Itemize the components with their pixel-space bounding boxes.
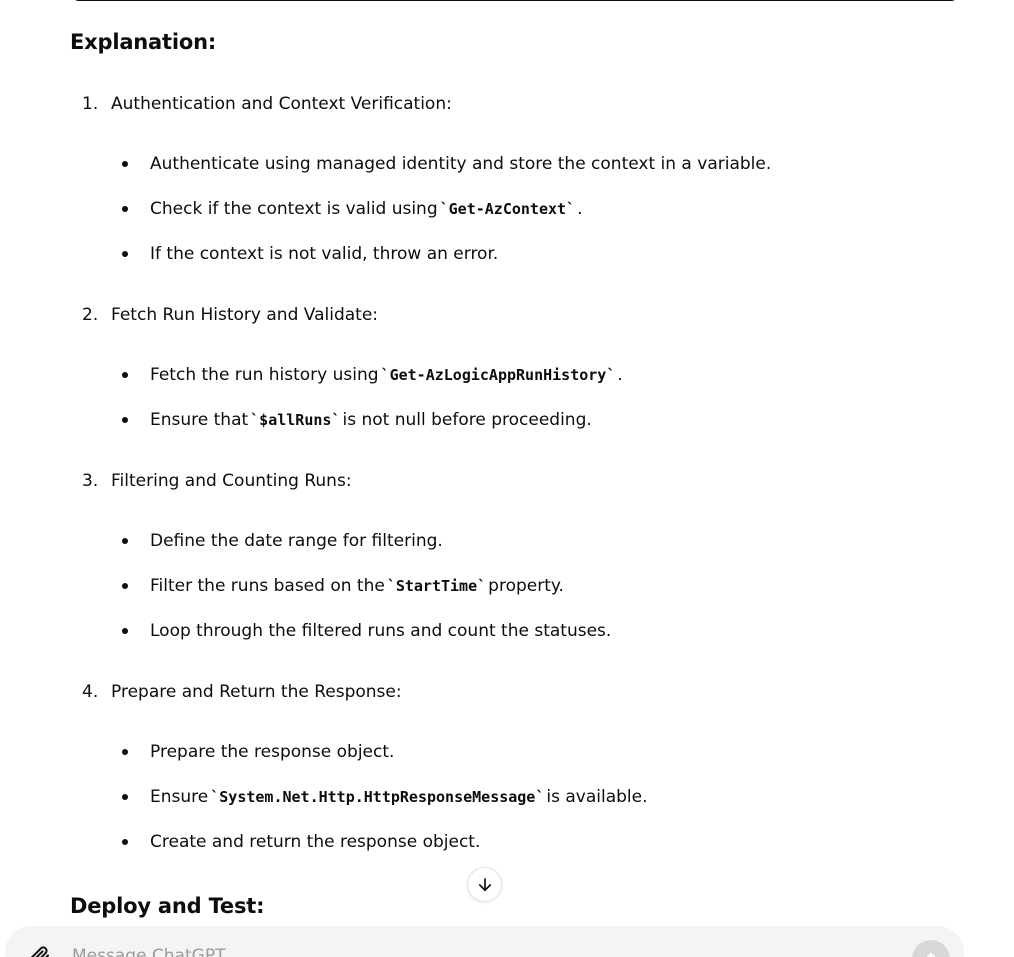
bullet-dot <box>122 251 128 257</box>
step-title: Prepare and Return the Response: <box>111 682 402 702</box>
bullet-text: Prepare the response object. <box>150 742 395 762</box>
list-item <box>122 787 648 807</box>
inline-code: `$allRuns` <box>250 411 341 429</box>
bullet-text: If the context is not valid, throw an error. <box>150 244 499 264</box>
bullet-text: is not null before proceeding. <box>342 410 592 430</box>
explanation-heading: Explanation: <box>70 30 217 54</box>
step-2 <box>82 305 378 325</box>
bullet-text: Create and return the response object. <box>150 832 481 852</box>
scroll-to-bottom-button[interactable] <box>467 867 502 902</box>
bullet-text: Check if the context is valid using <box>150 199 438 219</box>
list-item <box>122 742 394 762</box>
send-button[interactable] <box>912 940 950 957</box>
bullet-text: Loop through the filtered runs and count the statuses. <box>150 621 612 641</box>
step-title: Authentication and Context Verification: <box>111 94 452 114</box>
message-input[interactable] <box>72 946 872 957</box>
step-title: Filtering and Counting Runs: <box>111 471 352 491</box>
bullet-dot <box>122 794 128 800</box>
list-item <box>122 365 623 385</box>
bullet-text: . <box>617 365 623 385</box>
arrow-up-icon <box>922 950 940 957</box>
step-number: 1. <box>82 94 99 114</box>
bullet-text: Ensure <box>150 787 209 807</box>
list-item <box>122 244 498 264</box>
step-1 <box>82 94 452 114</box>
bullet-text: Authenticate using managed identity and store the context in a variable. <box>150 154 772 174</box>
bullet-dot <box>122 628 128 634</box>
code-block-bottom-edge <box>71 0 959 1</box>
bullet-text: Define the date range for filtering. <box>150 531 443 551</box>
bullet-dot <box>122 538 128 544</box>
inline-code: `Get-AzContext` <box>439 200 576 218</box>
bullet-text: . <box>577 199 583 219</box>
step-number: 4. <box>82 682 99 702</box>
bullet-dot <box>122 161 128 167</box>
bullet-dot <box>122 749 128 755</box>
step-4 <box>82 682 402 702</box>
bullet-dot <box>122 206 128 212</box>
bullet-dot <box>122 839 128 845</box>
list-item <box>122 531 443 551</box>
bullet-text: Fetch the run history using <box>150 365 379 385</box>
inline-code: `Get-AzLogicAppRunHistory` <box>380 366 616 384</box>
bullet-dot <box>122 372 128 378</box>
attach-button[interactable] <box>27 944 51 957</box>
inline-code: `StartTime` <box>386 577 487 595</box>
list-item <box>122 410 592 430</box>
list-item <box>122 832 480 852</box>
list-item <box>122 576 564 596</box>
inline-code: `System.Net.Http.HttpResponseMessage` <box>210 788 545 806</box>
paperclip-icon <box>27 944 51 957</box>
bullet-text: property. <box>488 576 564 596</box>
bullet-text: Filter the runs based on the <box>150 576 385 596</box>
bullet-dot <box>122 417 128 423</box>
message-composer <box>5 926 964 957</box>
arrow-down-icon <box>476 876 494 894</box>
bullet-text: Ensure that <box>150 410 249 430</box>
deploy-heading: Deploy and Test: <box>70 894 265 918</box>
bullet-text: is available. <box>546 787 648 807</box>
list-item <box>122 199 583 219</box>
step-number: 3. <box>82 471 99 491</box>
step-title: Fetch Run History and Validate: <box>111 305 379 325</box>
bullet-dot <box>122 583 128 589</box>
step-3 <box>82 471 352 491</box>
step-number: 2. <box>82 305 99 325</box>
list-item <box>122 621 611 641</box>
list-item <box>122 154 771 174</box>
